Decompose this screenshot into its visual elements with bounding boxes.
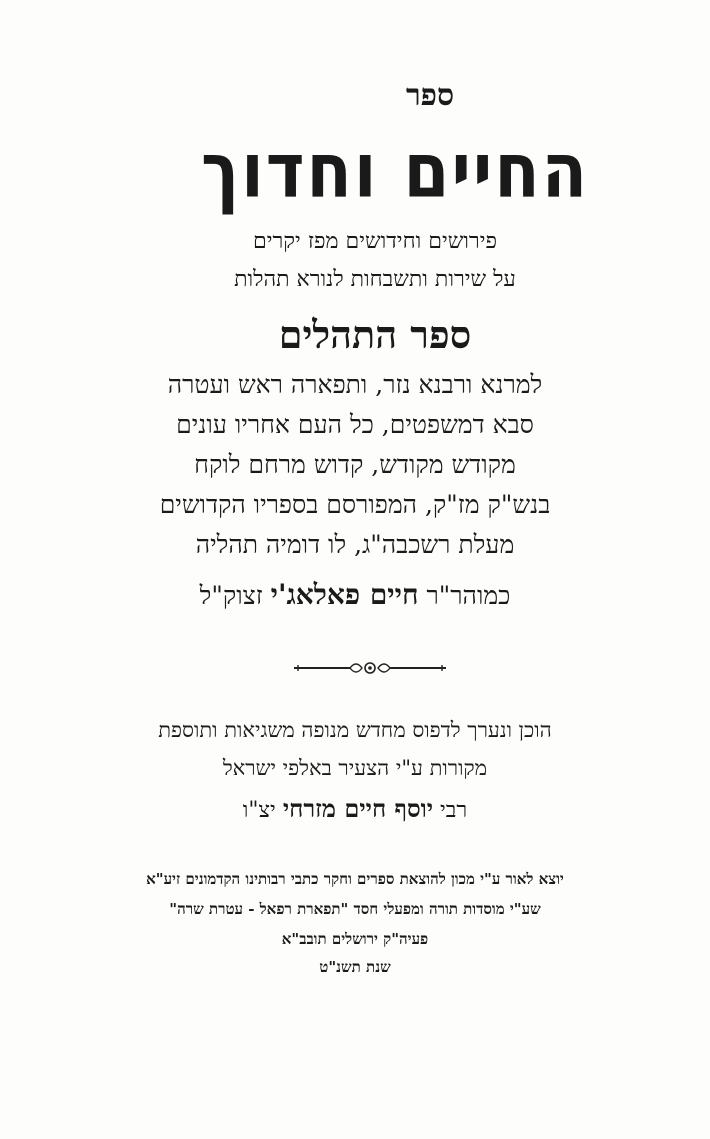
rabbi-title-suffix: זצוק"ל (199, 581, 263, 610)
dedication-line-5: מעלת רשכבה"ג, לו דומיה תהליה (195, 530, 515, 559)
publication-year: שנת תשנ"ט (319, 958, 391, 976)
editor-title-prefix: רבי (440, 798, 468, 823)
rabbi-title-prefix: כמוהר"ר (426, 581, 511, 610)
dedication-line-1: למרנא ורבנא נזר, ותפארה ראש ועטרה (167, 370, 543, 399)
editor-name: יוסף חיים מזרחי (282, 794, 434, 823)
editor-line-2: מקורות ע"י הצעיר באלפי ישראל (222, 756, 488, 780)
publisher-line-2: שע"י מוסדות תורה ומפעלי חסד "תפארת רפאל - עטרת שרה" (169, 900, 541, 918)
publisher-line-1: יוצא לאור ע"י מכון להוצאת ספרים וחקר כתבי רבותינו הקדמונים זיע"א (146, 870, 564, 888)
dedication-line-2: סבא דמשפטים, כל העם אחריו עונים (176, 410, 534, 439)
dedication-line-4: בנש"ק מז"ק, המפורסם בספריו הקדושים (159, 490, 551, 519)
subtitle-line-1: פירושים וחידושים מפז יקרים (252, 229, 498, 254)
ornament-divider-icon (290, 656, 450, 680)
publisher-line-3: פעיה"ק ירושלים תובב"א (281, 930, 429, 948)
book-title: החיים וחדוך (200, 126, 590, 215)
editor-title-suffix: יצ"ו (242, 798, 276, 823)
dedication-line-6 (0, 578, 710, 612)
editor-line-1: הוכן ונערך לדפוס מחדש מנופה משגיאות ותוספת (158, 718, 552, 742)
subtitle-line-2: על שירות ותשבחות לנורא תהלות (234, 267, 516, 292)
rabbi-name: חיים פאלאג'י (270, 578, 419, 611)
sefer-heading: ספר (405, 78, 455, 113)
editor-line-3 (0, 794, 710, 824)
book-name: ספר התהלים (278, 312, 472, 357)
dedication-line-3: מקודש מקודש, קדוש מרחם לוקח (194, 450, 516, 479)
